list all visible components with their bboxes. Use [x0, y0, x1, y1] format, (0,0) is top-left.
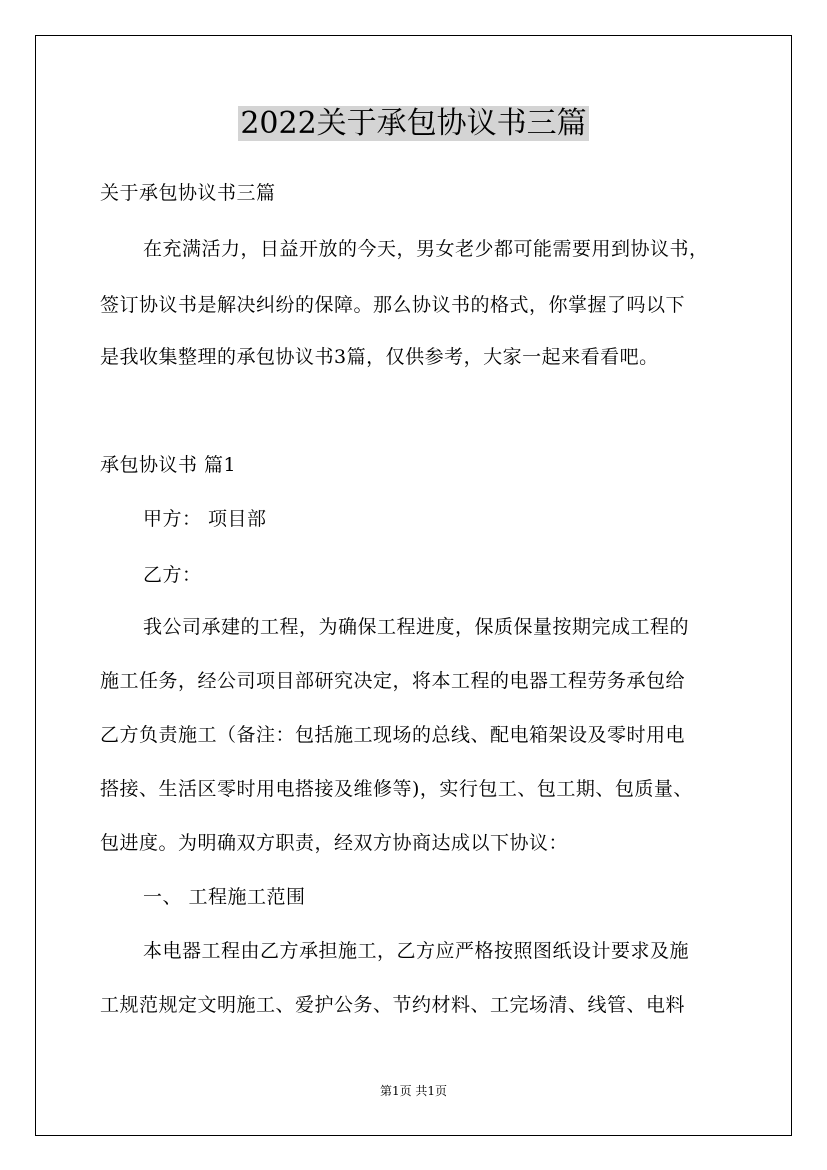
- section-heading: 承包协议书 篇1: [100, 454, 237, 476]
- body-line: 乙方负责施工（备注：包括施工现场的总线、配电箱架设及零时用电: [100, 724, 686, 746]
- intro-line: 在充满活力，日益开放的今天，男女老少都可能需要用到协议书，: [143, 238, 709, 260]
- body-line: 搭接、生活区零时用电搭接及维修等)，实行包工、包工期、包质量、: [100, 778, 693, 800]
- clause-heading: 一、 工程施工范围: [143, 886, 306, 908]
- body-line: 包进度。为明确双方职责，经双方协商达成以下协议：: [100, 832, 569, 854]
- clause-body-line: 本电器工程由乙方承担施工，乙方应严格按照图纸设计要求及施: [143, 940, 690, 962]
- party-b: 乙方：: [143, 564, 202, 586]
- clause-body-line: 工规范规定文明施工、爱护公务、节约材料、工完场清、线管、电料: [100, 994, 686, 1016]
- intro-line: 是我收集整理的承包协议书3篇，仅供参考，大家一起来看看吧。: [100, 346, 659, 368]
- intro-line: 签订协议书是解决纠纷的保障。那么协议书的格式，你掌握了吗以下: [100, 294, 686, 316]
- body-line: 我公司承建的工程，为确保工程进度，保质保量按期完成工程的: [143, 616, 690, 638]
- document-title-text: 2022关于承包协议书三篇: [240, 106, 587, 141]
- body-line: 施工任务，经公司项目部研究决定，将本工程的电器工程劳务承包给: [100, 670, 686, 692]
- party-a: 甲方： 项目部: [143, 508, 267, 530]
- page-footer: 第1页 共1页: [379, 1084, 448, 1098]
- document-title: [0, 104, 827, 144]
- subtitle: 关于承包协议书三篇: [100, 182, 276, 204]
